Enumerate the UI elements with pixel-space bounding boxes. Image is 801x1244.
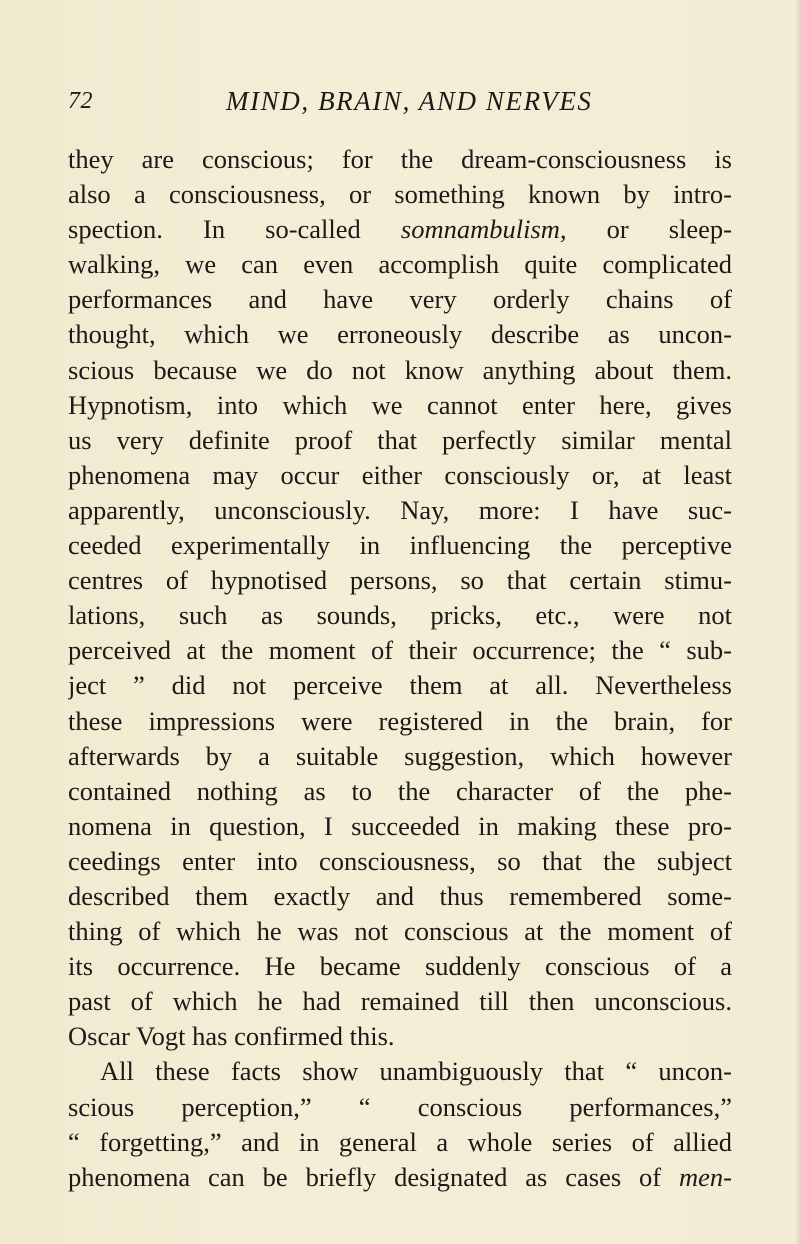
body-text [68,142,732,1195]
text-line-22: described them exactly and thus remembered some- [68,880,732,911]
text-line-28: scious perception,” “ conscious performances,” [68,1091,732,1122]
text-line-4: walking, we can even accomplish quite complicated [68,249,732,280]
page-header [68,84,732,120]
text-line-30 [68,1160,732,1195]
text-line-20: nomena in question, I succeeded in making these pro- [68,810,732,841]
text-line-29: “ forgetting,” and in general a whole series of allied [68,1126,732,1157]
text-line-3-start: spection. In so-called [68,214,361,245]
text-line-8: Hypnotism, into which we cannot enter here, gives [68,389,732,420]
text-line-3 [68,212,732,247]
text-line-26: Oscar Vogt has confirmed this. [68,1021,395,1052]
text-line-6: thought, which we erroneously describe as uncon- [68,319,732,350]
text-line-19: contained nothing as to the character of the phe- [68,775,732,806]
text-line-14: lations, such as sounds, pricks, etc., were not [68,600,732,631]
text-line-13: centres of hypnotised persons, so that certain stimu- [68,565,732,596]
italic-word-men: men- [679,1161,732,1192]
text-line-5: performances and have very orderly chains of [68,284,732,315]
text-line-1: they are conscious; for the dream-consciousness is [68,144,732,174]
text-line-17: these impressions were registered in the brain, for [68,705,732,736]
text-line-16: ject ” did not perceive them at all. Nevertheless [68,670,732,701]
text-line-25: past of which he had remained till then unconscious. [68,986,732,1017]
text-line-23: thing of which he was not conscious at the moment of [68,916,732,947]
text-line-7: scious because we do not know anything about them. [68,354,732,385]
text-line-18: afterwards by a suitable suggestion, which however [68,740,732,771]
text-line-21: ceedings enter into consciousness, so that the subject [68,845,732,876]
italic-term-somnambulism: somnambulism, [400,214,567,245]
text-line-9: us very definite proof that perfectly similar mental [68,424,732,455]
text-line-11: apparently, unconsciously. Nay, more: I have suc- [68,494,732,525]
text-line-10: phenomena may occur either consciously or, at least [68,459,732,490]
text-line-12: ceeded experimentally in influencing the perceptive [68,530,732,561]
text-line-30-start: phenomena can be briefly designated as cases of [68,1161,662,1192]
text-line-24: its occurrence. He became suddenly conscious of a [68,951,732,982]
running-head: MIND, BRAIN, AND NERVES [226,86,593,116]
page-edge-shadow [795,0,801,1244]
text-line-2: also a consciousness, or something known by intro- [68,179,732,210]
page-number: 72 [68,88,93,114]
text-line-3-end: or sleep- [606,214,732,245]
text-line-27: All these facts show unambiguously that “ uncon- [100,1056,732,1087]
text-line-15: perceived at the moment of their occurrence; the “ sub- [68,635,732,666]
